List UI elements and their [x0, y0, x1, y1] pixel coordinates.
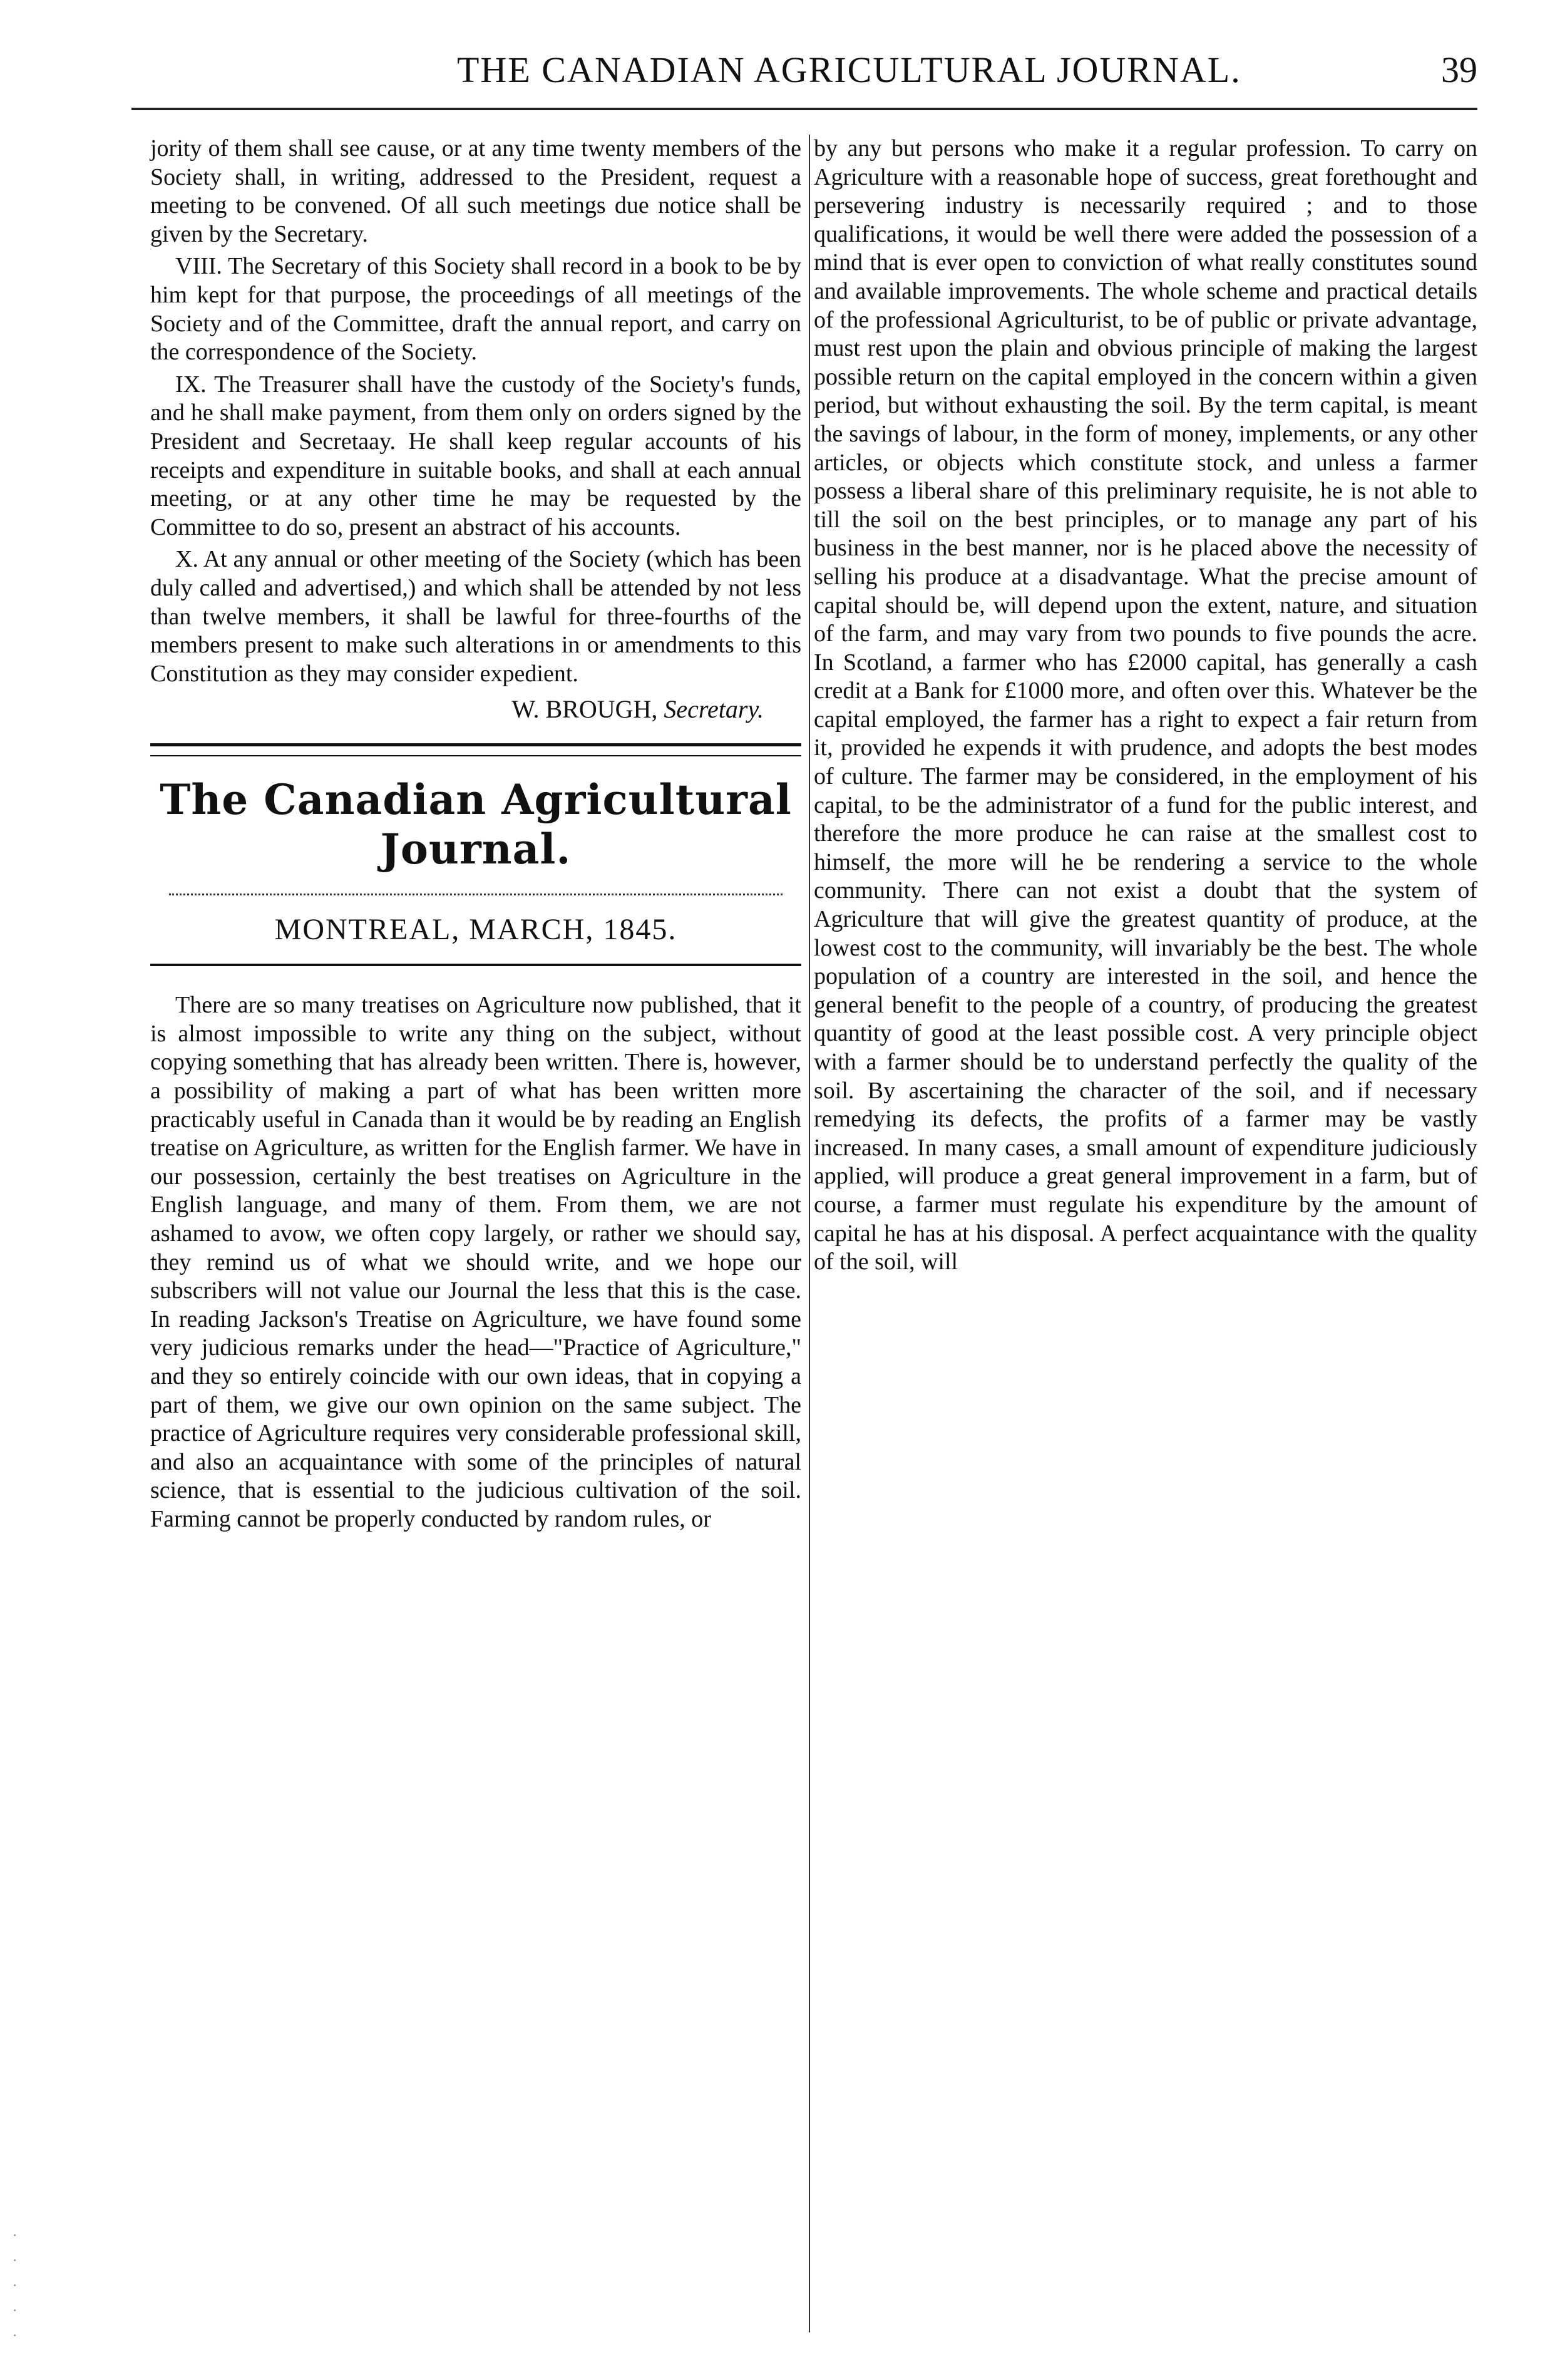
constitution-paragraph: jority of them shall see cause, or at any time twenty members of the Society shall, in writing, addressed to the President, request a meeting to be convened. Of all such meetings due notice shall be given by the Secretary. — [150, 135, 801, 247]
signature — [150, 694, 764, 724]
article-paragraph: There are so many treatises on Agriculture now published, that it is almost impossible to write any thing on the subject, without copying something that has already been written. There is, however, a possibility of making a part of what has been written more practicably useful in Canada than it would be by reading an English treatise on Agriculture, as written for the English farmer. We have in our possession, certainly the best treatises on Agriculture in the English language, and many of them. From them, we are not ashamed to avow, we often copy largely, or rather we should say, they remind us of what we should write, and we hope our subscribers will not value our Journal the less that this is the case. In reading Jackson's Treatise on Agriculture, we have found some very judicious remarks under the head—"Practice of Agriculture," and they so entirely coincide with our own ideas, that in copying a part of them, we give our own opinion on the same subject. The practice of Agriculture requires very considerable professional skill, and also an acquaintance with some of the principles of natural science, that is essential to the judicious cultivation of the soil. Farming cannot be properly conducted by random rules, or — [150, 992, 801, 1532]
right-column — [814, 135, 1477, 1280]
dateline: MONTREAL, MARCH, 1845. — [274, 912, 677, 946]
margin-marks: · · · · · — [13, 2227, 18, 2343]
header-rule — [131, 108, 1477, 110]
journal-masthead: The Canadian Agricultural Journal. — [160, 775, 792, 874]
section-divider — [150, 743, 801, 756]
page-number: 39 — [1441, 49, 1477, 90]
signature-title: Secretary. — [664, 695, 764, 724]
constitution-article-x: X. At any annual or other meeting of the Society (which has been duly called and advertised,) and which shall be attended by not less than twelve members, it shall be lawful for three-fourths of the members present to make such alterations in or amendments to this Constitution as they may consider expedient. — [150, 546, 801, 687]
ornamental-rule — [169, 887, 783, 895]
constitution-article-ix: IX. The Treasurer shall have the custody of the Society's funds, and he shall make payment, from them only on orders signed by the President and Secretaay. He shall keep regular accounts of his receipts and expenditure in suitable books, and shall at each annual meeting, or at any other time he may be requested by the Committee to do so, present an abstract of his accounts. — [150, 371, 801, 540]
left-column — [150, 135, 801, 1538]
dateline-rule — [150, 964, 801, 966]
page-header — [131, 49, 1477, 99]
constitution-article-viii: VIII. The Secretary of this Society shall record in a book to be by him kept for that purpose, the proceedings of all meetings of the Society and of the Committee, draft the annual report, and carry on the correspondence of the Society. — [150, 253, 801, 366]
article-continuation: by any but persons who make it a regular profession. To carry on Agriculture with a reasonable hope of success, great forethought and persevering industry is necessarily required ; and to those qualifications, it would be well there were added the possession of a mind that is ever open to conviction of what really constitutes sound and available improvements. The whole scheme and practical details of the professional Agriculturist, to be of public or private advantage, must rest upon the plain and obvious principle of making the largest possible return on the capital employed in the concern within a given period, but without exhausting the soil. By the term capital, is meant the savings of labour, in the form of money, implements, or any other articles, or objects which constitute stock, and unless a farmer possess a liberal share of this preliminary requisite, he is not able to till the soil on the best principles, or to manage any part of his business in the best manner, nor is he placed above the necessity of selling his produce at a disadvantage. What the precise amount of capital should be, will depend upon the extent, nature, and situation of the farm, and may vary from two pounds to five pounds the acre. In Scotland, a farmer who has £2000 capital, has generally a cash credit at a Bank for £1000 more, and often over this. Whatever be the capital employed, the farmer has a right to expect a fair return from it, provided he expends it with prudence, and adopts the best modes of culture. The farmer may be considered, in the employment of his capital, to be the administrator of a fund for the public interest, and therefore the more produce he can raise at the smallest cost to himself, the more will he be rendering a service to the whole community. There can not exist a doubt that the system of Agriculture that will give the greatest quantity of produce, at the lowest cost to the community, will invariably be the best. The whole population of a country are interested in the soil, and hence the general benefit to the people of a country, of producing the greatest quantity of good at the least possible cost. A very principle object with a farmer should be to understand perfectly the quality of the soil. By ascertaining the character of the soil, and if necessary remedying its defects, the profits of a farmer may be vastly increased. In many cases, a small amount of expenditure judiciously applied, will produce a great general improvement in a farm, but of course, a farmer must regulate his expenditure by the amount of capital he has at his disposal. A perfect acquaintance with the quality of the soil, will — [814, 135, 1477, 1275]
column-divider — [809, 135, 810, 2332]
signature-name: W. BROUGH, — [511, 695, 658, 724]
running-title: THE CANADIAN AGRICULTURAL JOURNAL. — [457, 49, 1241, 90]
